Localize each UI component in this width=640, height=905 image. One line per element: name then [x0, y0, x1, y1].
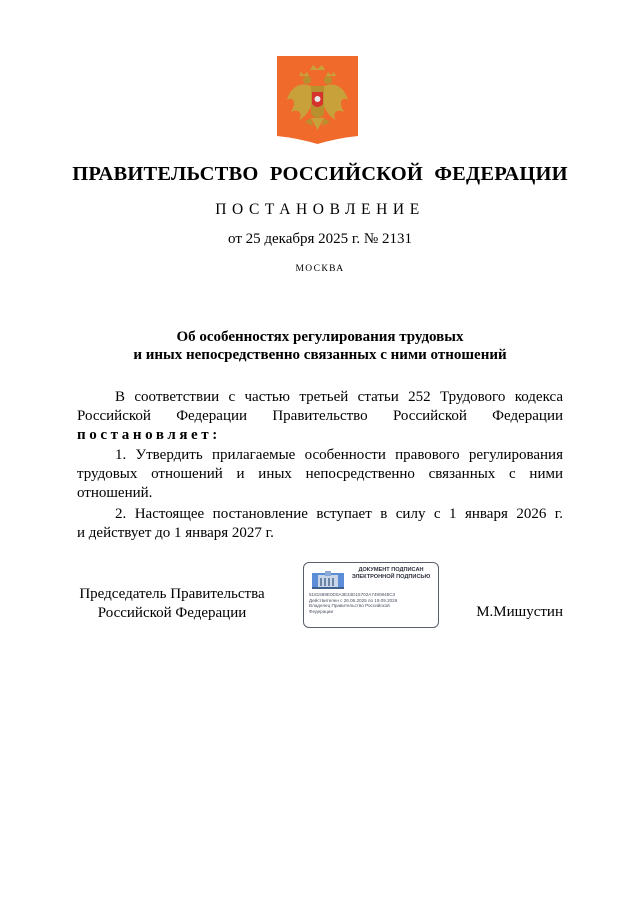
body-line: 1. Утвердить прилагаемые особенности правового регулирования: [115, 446, 563, 463]
resolve-word: постановляет:: [77, 427, 221, 444]
certificate-owner: Федерации: [309, 608, 334, 614]
body-line: 2. Настоящее постановление вступает в силу с 1 января 2026 г.: [115, 506, 563, 523]
certificate-validity: Действителен с 26.06.2025 по 19.09.2026: [309, 597, 398, 603]
position-line: Российской Федерации: [97, 605, 247, 621]
paragraph-item-1: [77, 446, 563, 504]
stamp-title-line: ЭЛЕКТРОННОЙ ПОДПИСЬЮ: [351, 574, 431, 580]
body-line: Российской Федерации Правительство Российской Федерации: [77, 408, 563, 425]
certificate-serial: 5181588E0D0A3E34D15702A7490848C3: [309, 592, 396, 597]
electronic-signature-stamp: [303, 562, 439, 628]
document-type: ПОСТАНОВЛЕНИЕ: [215, 201, 425, 218]
subject-line: Об особенностях регулирования трудовых: [176, 329, 464, 345]
document-date-number: от 25 декабря 2025 г. № 2131: [228, 231, 412, 247]
paragraph-preamble: [77, 388, 563, 446]
government-title: ПРАВИТЕЛЬСТВО РОССИЙСКОЙ ФЕДЕРАЦИИ: [72, 163, 568, 185]
city: МОСКВА: [295, 264, 345, 274]
body-line: В соответствии с частью третьей статьи 252 Трудового кодекса: [115, 389, 563, 405]
body-line: и действует до 1 января 2027 г.: [77, 525, 274, 542]
signatory-name: М.Мишустин: [476, 604, 563, 620]
stamp-title: [348, 567, 434, 581]
coat-of-arms-emblem: [277, 56, 358, 144]
body-line: отношений.: [77, 485, 153, 502]
document-subject: [60, 329, 580, 364]
paragraph-item-2: [77, 505, 563, 543]
signatory-position: [77, 585, 267, 623]
government-building-icon: [310, 569, 346, 591]
position-line: Председатель Правительства: [79, 586, 265, 602]
subject-line: и иных непосредственно связанных с ними отношений: [133, 346, 507, 363]
document-body: [77, 388, 563, 544]
stamp-title-line: ДОКУМЕНТ ПОДПИСАН: [358, 567, 424, 573]
certificate-owner: Владелец Правительство Российской: [309, 603, 390, 609]
body-line: трудовых отношений и иных непосредственно связанных с ними: [77, 465, 563, 482]
stamp-details: [309, 592, 435, 614]
